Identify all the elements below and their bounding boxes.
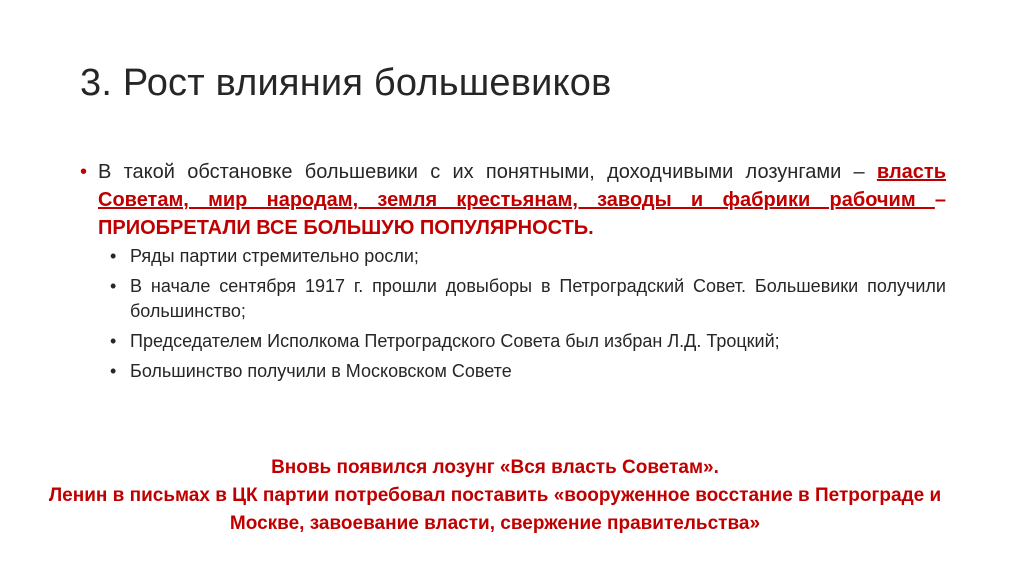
slide-footer <box>30 454 960 538</box>
sub-bullet-item <box>110 244 946 269</box>
main-bullet-slogans: власть Советам, мир народам, земля крестьянам, заводы и фабрики рабочим <box>98 161 946 211</box>
slide-title: 3. Рост влияния большевиков <box>80 62 612 104</box>
sub-bullet-text: В начале сентября 1917 г. прошли довыборы в Петроградский Совет. Большевики получили большинство; <box>130 276 946 321</box>
bullet-marker: • <box>80 161 88 183</box>
footer-line-1: Вновь появился лозунг «Вся власть Советам». <box>271 457 719 478</box>
sub-bullet-marker: • <box>110 331 117 351</box>
sub-bullet-text: Ряды партии стремительно росли; <box>130 246 419 266</box>
main-bullet <box>80 158 946 242</box>
main-bullet-emphasis: ПРИОБРЕТАЛИ ВСЕ БОЛЬШУЮ ПОПУЛЯРНОСТЬ. <box>98 217 594 239</box>
main-bullet-intro: В такой обстановке большевики с их понятными, доходчивыми лозунгами – <box>98 161 877 183</box>
footer-line-2: Ленин в письмах в ЦК партии потребовал поставить «вооруженное восстание в Петрограде и Москве, завоевание власти, свержение правительства» <box>48 485 942 534</box>
sub-bullet-marker: • <box>110 246 117 266</box>
sub-bullet-item <box>110 274 946 324</box>
sub-bullet-item <box>110 329 946 354</box>
sub-bullet-marker: • <box>110 361 117 381</box>
sub-bullet-list <box>80 244 946 384</box>
main-bullet-dash: – <box>934 189 946 211</box>
sub-bullet-item <box>110 359 946 384</box>
sub-bullet-marker: • <box>110 276 117 296</box>
sub-bullet-text: Председателем Исполкома Петроградского Совета был избран Л.Д. Троцкий; <box>130 331 780 351</box>
sub-bullet-text: Большинство получили в Московском Совете <box>130 361 512 381</box>
slide-content <box>80 158 946 389</box>
